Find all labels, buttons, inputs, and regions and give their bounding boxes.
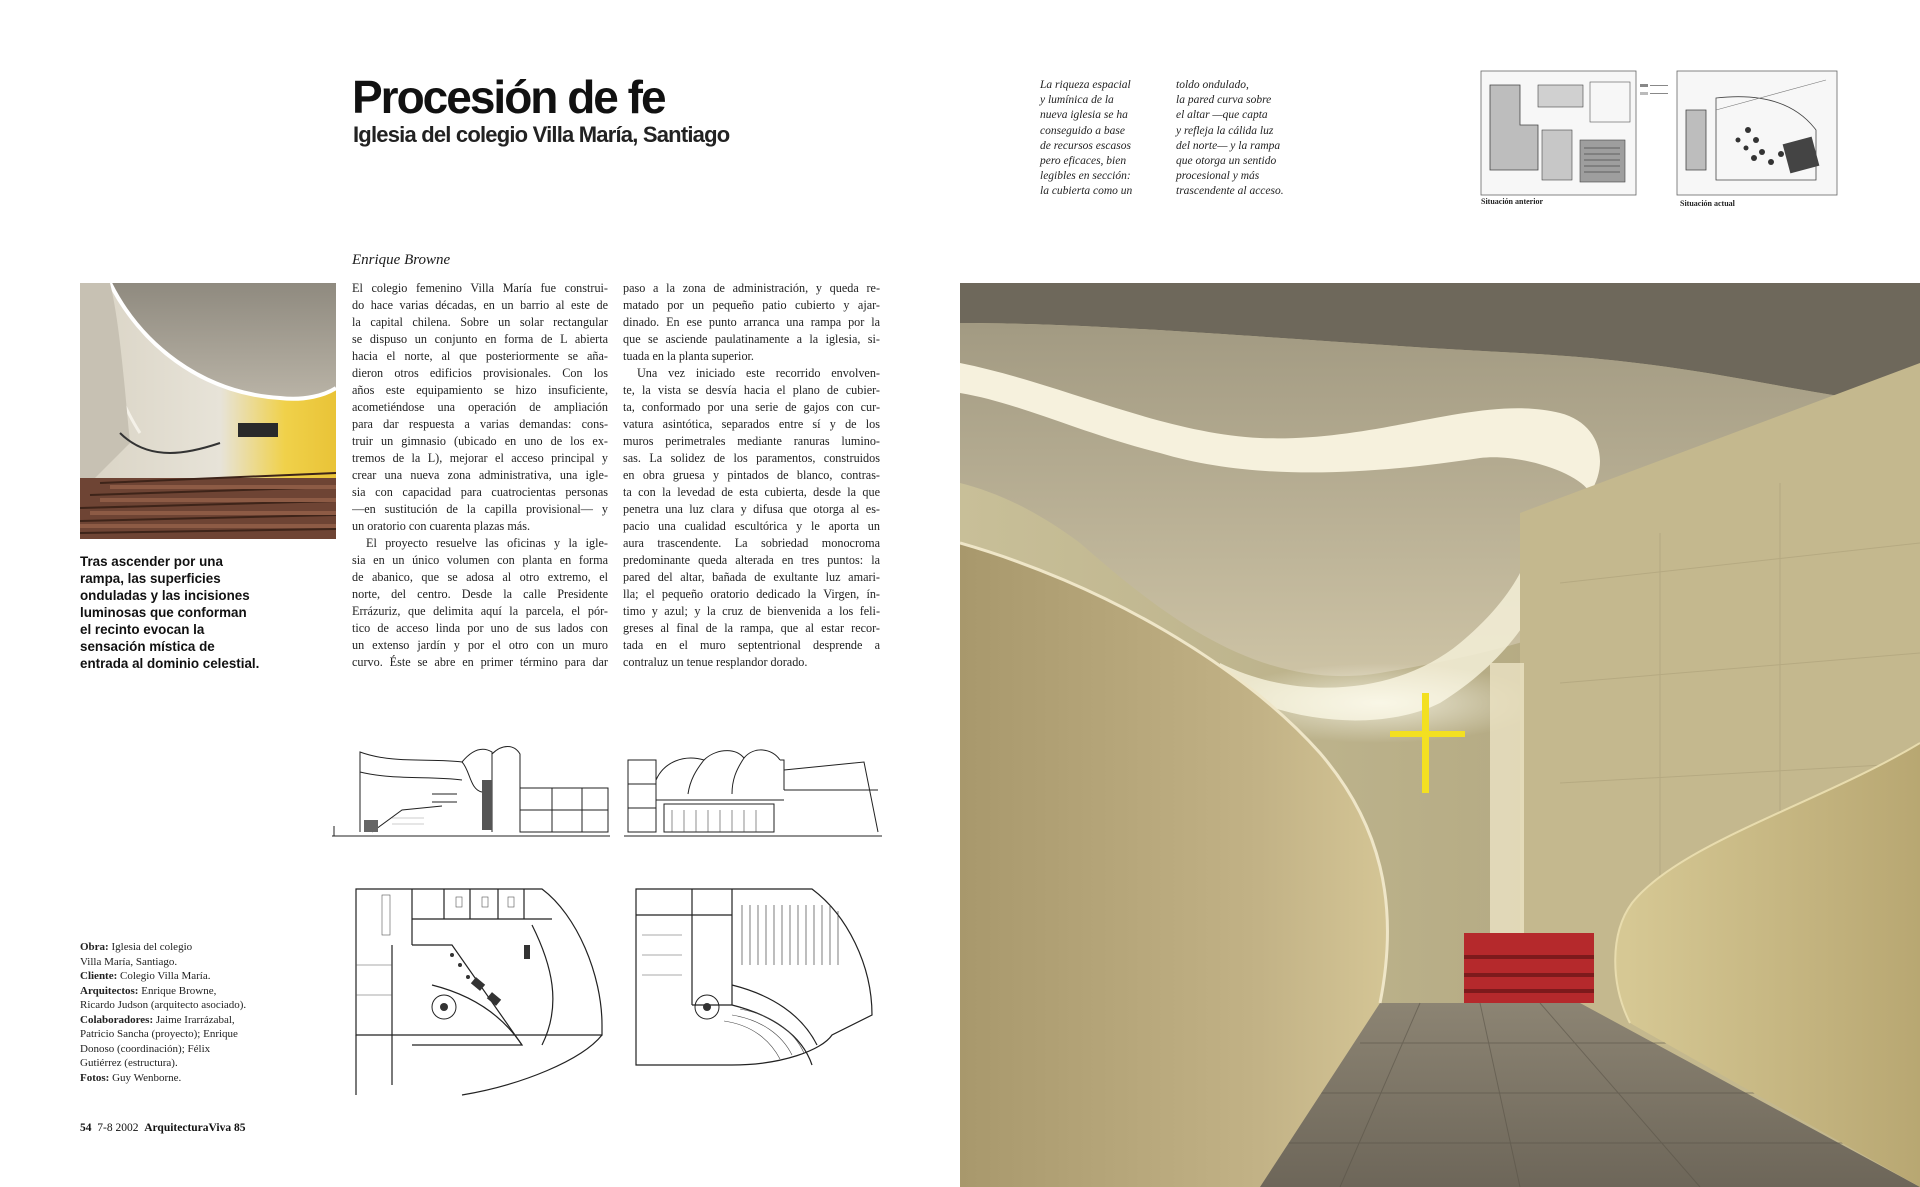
body-line: sas. La solidez de los paramentos, construidos <box>623 451 880 465</box>
credit-label: Cliente: <box>80 970 118 982</box>
body-line: para dar respuesta a varias demandas: cons- <box>352 417 608 431</box>
body-line: acometiéndose una operación de ampliación <box>352 400 608 414</box>
body-line: —en sustitución de la capilla provisional— y <box>352 502 608 516</box>
body-line: de abanico, que se adosa al otro extremo, el <box>352 570 608 584</box>
body-line: sia con capacidad para cuatrocientas personas <box>352 485 608 499</box>
body-line: do hace varias décadas, en un barrio al este de <box>352 298 608 312</box>
credit-label: Obra: <box>80 941 109 953</box>
interior-photo-large <box>960 283 1920 1187</box>
body-line: un extenso jardín y por el otro con un muro <box>352 638 608 652</box>
body-line: un oratorio con cuarenta plazas más. <box>352 519 530 533</box>
body-line: que se asciende paulatinamente a la iglesia, si- <box>623 332 880 346</box>
magazine-name: ArquitecturaViva 85 <box>144 1122 246 1134</box>
caption-line: y lumínica de la <box>1040 94 1114 107</box>
body-column-1 <box>352 280 608 671</box>
page-footer <box>80 1122 245 1134</box>
body-line: tremos de la L), mejorar el acceso principal y <box>352 451 608 465</box>
body-line: Errázuriz, que delimita aquí la parcela, el pór- <box>352 604 608 618</box>
page-subtitle: Iglesia del colegio Villa María, Santiago <box>353 122 730 147</box>
caption-line: que otorga un sentido <box>1176 155 1277 168</box>
body-line: ta con la levedad de esta cubierta, desde la que <box>623 485 880 499</box>
body-line: dieron otros edificios provisionales. Con los <box>352 366 608 380</box>
top-caption-col1 <box>1040 78 1132 200</box>
body-line: predominante queda alterada en tres puntos: la <box>623 553 880 567</box>
credit-value: Gutiérrez (estructura). <box>80 1057 178 1069</box>
interior-photo-small <box>80 283 336 539</box>
body-line: en obra gruesa y pintados de blanco, contras- <box>623 468 880 482</box>
body-line: tuada en la planta superior. <box>623 349 754 363</box>
issue-date: 7-8 2002 <box>97 1122 139 1134</box>
site-plan-after <box>1676 70 1842 198</box>
caption-line: legibles en sección: <box>1040 170 1131 183</box>
caption-line: onduladas y las incisiones <box>80 588 250 603</box>
caption-line: pero eficaces, bien <box>1040 155 1127 168</box>
credit-label: Fotos: <box>80 1071 110 1084</box>
project-credits <box>80 940 270 1085</box>
caption-line: sensación mística de <box>80 639 215 654</box>
body-line: la capital chilena. Sobre un solar rectangular <box>352 315 608 329</box>
caption-line: nueva iglesia se ha <box>1040 109 1128 122</box>
section-drawing-2 <box>624 740 882 840</box>
floor-plan-1 <box>352 885 610 1100</box>
credit-value: Ricardo Judson (arquitecto asociado). <box>80 999 247 1011</box>
credit-value: Patricio Sancha (proyecto); Enrique <box>80 1028 238 1040</box>
body-line: se dispuso un conjunto en forma de L abierta <box>352 332 608 346</box>
caption-line: luminosas que conforman <box>80 605 247 620</box>
body-line: años este equipamiento se hizo insuficiente, <box>352 383 608 397</box>
body-line: truir un gimnasio (ubicado en uno de los ex- <box>352 434 608 448</box>
caption-line: entrada al dominio celestial. <box>80 656 260 671</box>
body-line: norte, del centro. Desde la calle Presidente <box>352 587 608 601</box>
body-line: crear una nueva zona administrativa, una igle- <box>352 468 608 482</box>
body-line: aura trascendente. La sobriedad monocroma <box>623 536 880 550</box>
top-caption-col2 <box>1176 78 1284 200</box>
caption-line: toldo ondulado, <box>1176 79 1249 91</box>
body-line: timo y azul; y la cruz de bienvenida a los feli- <box>623 604 880 618</box>
caption-line: trascendente al acceso. <box>1176 185 1284 198</box>
credit-value: Jaime Irarrázabal, <box>155 1013 235 1026</box>
caption-line: de recursos escasos <box>1040 139 1131 152</box>
body-line: dinado. En ese punto arranca una rampa por la <box>623 315 880 329</box>
body-line: matado por un pequeño patio cubierto y ajar- <box>623 298 880 312</box>
credit-value: Guy Wenborne. <box>112 1071 182 1084</box>
floor-plan-2 <box>632 885 882 1070</box>
caption-line: el recinto evocan la <box>80 622 205 637</box>
body-line: contraluz un tenue resplandor dorado. <box>623 655 808 669</box>
site-plan-before-label: Situación anterior <box>1481 197 1543 206</box>
body-line: muros perimetrales mediante ranuras lumino- <box>623 434 880 448</box>
body-line: sia en un único volumen con planta en forma <box>352 553 608 567</box>
body-line: tico de acceso linda por uno de sus lados con <box>352 621 608 635</box>
photo-caption <box>80 553 280 672</box>
credit-value: Enrique Browne, <box>141 984 217 997</box>
caption-line: el altar —que capta <box>1176 109 1268 122</box>
credit-value: Iglesia del colegio <box>111 941 193 953</box>
caption-line: rampa, las superficies <box>80 571 221 586</box>
page-number: 54 <box>80 1122 92 1134</box>
author-name: Enrique Browne <box>352 252 451 268</box>
body-line: El colegio femenino Villa María fue construi- <box>352 281 608 295</box>
caption-line: del norte— y la rampa <box>1176 139 1281 152</box>
body-line: paso a la zona de administración, y queda re- <box>623 281 880 295</box>
body-line: greses al final de la rampa, que al estar recor- <box>623 621 880 635</box>
body-column-2 <box>623 280 880 671</box>
credit-value: Donoso (coordinación); Félix <box>80 1042 211 1055</box>
credit-value: Villa María, Santiago. <box>80 955 178 968</box>
body-line: ta, conformado por una serie de gajos con cur- <box>623 400 880 414</box>
body-line: tada en el muro septentrional desprende a <box>623 638 880 652</box>
caption-line: la cubierta como un <box>1040 185 1133 198</box>
body-line: penetra una luz clara y difusa que otorga al es- <box>623 502 880 516</box>
credit-value: Colegio Villa María. <box>120 970 211 982</box>
site-plan-before <box>1480 70 1672 198</box>
body-line: hacia el norte, al que posteriormente se aña- <box>352 349 608 363</box>
body-line: pared del altar, bañada de exultante luz amari- <box>623 570 880 584</box>
caption-line: la pared curva sobre <box>1176 94 1272 107</box>
body-line: Una vez iniciado este recorrido envolven- <box>637 366 880 380</box>
body-line: te, la vista se desvía hacia el plano de cubier- <box>623 383 880 397</box>
body-line: curvo. Éste se abre en primer término para dar <box>352 655 608 669</box>
body-line: vatura asintótica, separados entre sí y de los <box>623 417 880 431</box>
caption-line: y refleja la cálida luz <box>1176 124 1274 137</box>
section-drawing-1 <box>332 740 610 840</box>
caption-line: La riqueza espacial <box>1040 79 1131 91</box>
body-line: lla; el pequeño oratorio dedicado la Virgen, ín- <box>623 587 880 601</box>
site-plan-after-label: Situación actual <box>1680 199 1735 208</box>
caption-line: procesional y más <box>1176 170 1260 183</box>
body-line: pacio una cualidad escultórica y le aporta un <box>623 519 880 533</box>
page-title: Procesión de fe <box>352 71 665 123</box>
credit-label: Arquitectos: <box>80 984 139 997</box>
credit-label: Colaboradores: <box>80 1013 154 1026</box>
caption-line: Tras ascender por una <box>80 554 223 569</box>
caption-line: conseguido a base <box>1040 124 1125 137</box>
body-line: El proyecto resuelve las oficinas y la igle- <box>366 536 608 550</box>
